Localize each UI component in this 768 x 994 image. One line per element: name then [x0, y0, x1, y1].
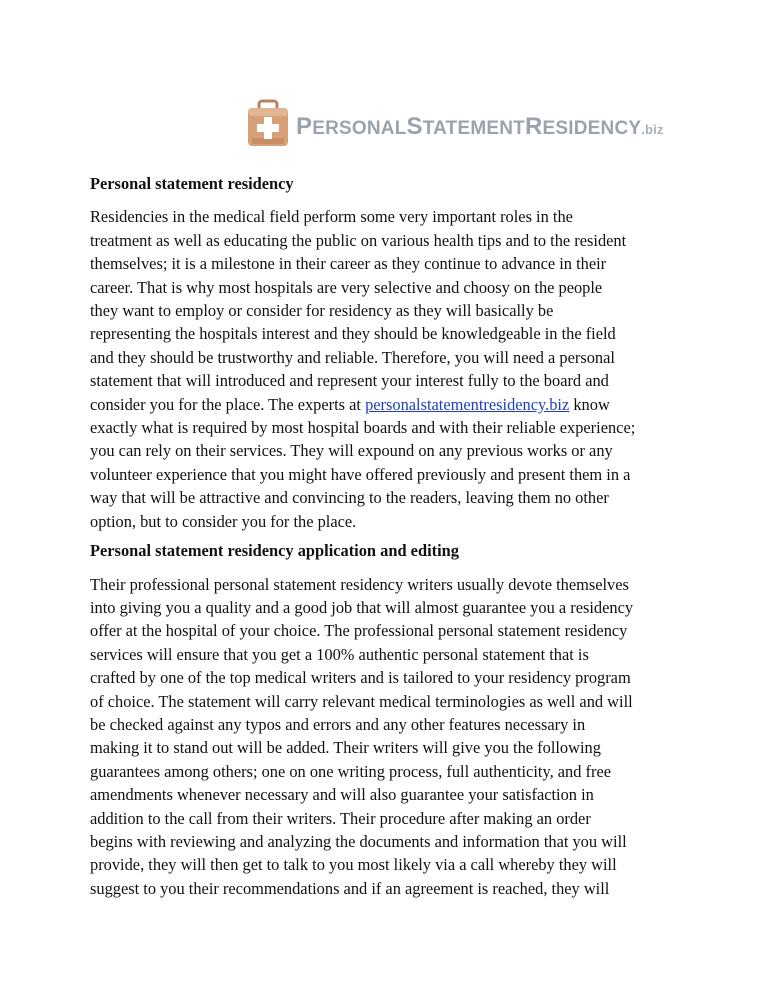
text-line: exactly what is required by most hospital boards and with their reliable experience; — [90, 418, 636, 438]
text-line: career. That is why most hospitals are very selective and choosy on the people — [90, 277, 603, 297]
text-line: treatment as well as educating the public on various health tips and to the resident — [90, 230, 627, 250]
text-line: and they should be trustworthy and reliable. Therefore, you will need a personal — [90, 347, 615, 367]
text-line: suggest to you their recommendations and if an agreement is reached, they will — [90, 878, 610, 898]
text-line: offer at the hospital of your choice. The professional personal statement residency — [90, 621, 628, 641]
text-line: you can rely on their services. They will expound on any previous works or any — [90, 441, 613, 461]
text-line: themselves; it is a milestone in their career as they continue to advance in their — [90, 254, 607, 274]
text-line: they want to employ or consider for residency as they will basically be — [90, 301, 554, 321]
text-line: provide, they will then get to talk to you most likely via a call whereby they will — [90, 855, 617, 875]
text-line: addition to the call from their writers. Their procedure after making an order — [90, 808, 591, 828]
document-body — [90, 170, 690, 900]
logo-text-part: P — [296, 113, 313, 140]
logo-text-part: .biz — [641, 122, 664, 137]
section1-heading: Personal statement residency — [90, 174, 294, 193]
logo-text-part: ESIDENCY — [542, 118, 642, 139]
personalstatementresidency-link[interactable]: personalstatementresidency.biz — [365, 394, 570, 414]
text-line: into giving you a quality and a good job that will almost guarantee you a residency — [90, 597, 634, 617]
logo-text-part: S — [406, 113, 423, 140]
section1-paragraph — [90, 205, 690, 533]
text-line: services will ensure that you get a 100% authentic personal statement that is — [90, 644, 589, 664]
logo-text-part: ERSONAL — [312, 118, 407, 139]
text-line: amendments whenever necessary and will also guarantee your satisfaction in — [90, 785, 594, 805]
text-line: crafted by one of the top medical writers and is tailored to your residency program — [90, 668, 631, 688]
logo-wordmark — [296, 113, 664, 141]
logo-text-part: TATEMENT — [422, 118, 525, 139]
section2-paragraph — [90, 573, 690, 901]
text-line: statement that will introduced and represent your interest fully to the board and — [90, 371, 609, 391]
text-line: guarantees among others; one on one writing process, full authenticity, and free — [90, 761, 611, 781]
text-line: option, but to consider you for the place. — [90, 511, 357, 531]
text-line: Their professional personal statement residency writers usually devote themselves — [90, 574, 629, 594]
text-line: representing the hospitals interest and they should be knowledgeable in the field — [90, 324, 616, 344]
text-line: way that will be attractive and convincing to the readers, leaving them no other — [90, 488, 609, 508]
section2-heading: Personal statement residency application and editing — [90, 541, 459, 561]
text-line: begins with reviewing and analyzing the documents and information that you will — [90, 831, 627, 851]
text-line: be checked against any typos and errors and any other features necessary in — [90, 714, 586, 734]
link-line — [90, 393, 690, 416]
site-logo[interactable] — [246, 98, 664, 148]
text-line: volunteer experience that you might have offered previously and present them in a — [90, 464, 631, 484]
link-line-before: consider you for the place. The experts at — [90, 394, 366, 414]
medical-kit-icon — [246, 98, 290, 148]
link-line-after: know — [569, 394, 610, 414]
text-line: of choice. The statement will carry relevant medical terminologies as well and will — [90, 691, 633, 711]
text-line: making it to stand out will be added. Their writers will give you the following — [90, 738, 601, 758]
logo-text-part: R — [524, 113, 543, 140]
text-line: Residencies in the medical field perform some very important roles in the — [90, 207, 573, 227]
